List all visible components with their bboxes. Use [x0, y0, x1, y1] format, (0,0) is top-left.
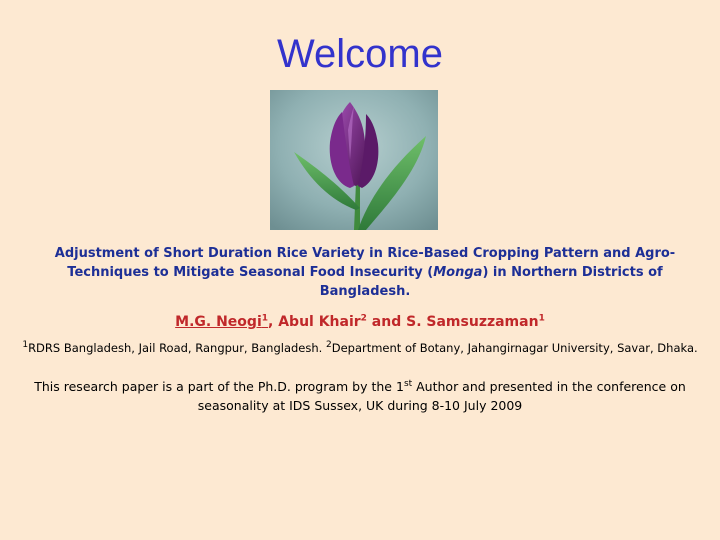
author-line: [0, 311, 720, 333]
paper-title-text-1: Adjustment of Short Duration Rice Variety in Rice-Based Cropping Pattern and Agro-Techniques to Mitigate Seasonal Food Insecurity (: [54, 246, 676, 280]
author-2-sup: 2: [360, 313, 367, 324]
author-3: and S. Samsuzzaman: [366, 314, 539, 330]
paper-title-text-2: ) in Northern Districts of Bangladesh.: [319, 265, 663, 299]
affiliations: $^1$RDRS Bangladesh, Jail Road, Rangpur, Bangladesh. $^2$Department of Botany, Jahangirnagar University, Savar, Dhaka.: [22, 340, 698, 355]
paper-title-italic: Monga: [433, 265, 483, 280]
tulip-photo: [270, 90, 438, 230]
affiliation-2: Department of Botany, Jahangirnagar University, Savar, Dhaka.: [331, 341, 698, 355]
author-1: M.G. Neogi$^1$: [175, 313, 269, 330]
paper-title: [20, 244, 710, 301]
author-3-sup: 1: [538, 313, 545, 324]
author-2: , Abul Khair: [268, 314, 361, 330]
affiliation-1: RDRS Bangladesh, Jail Road, Rangpur, Bangladesh.: [28, 341, 326, 355]
slide-title: Welcome: [277, 32, 443, 76]
presentation-note: This research paper is a part of the Ph.D. program by the 1st Author and presented in the conference on seasonality at IDS Sussex, UK during 8-10 July 2009: [34, 378, 686, 413]
